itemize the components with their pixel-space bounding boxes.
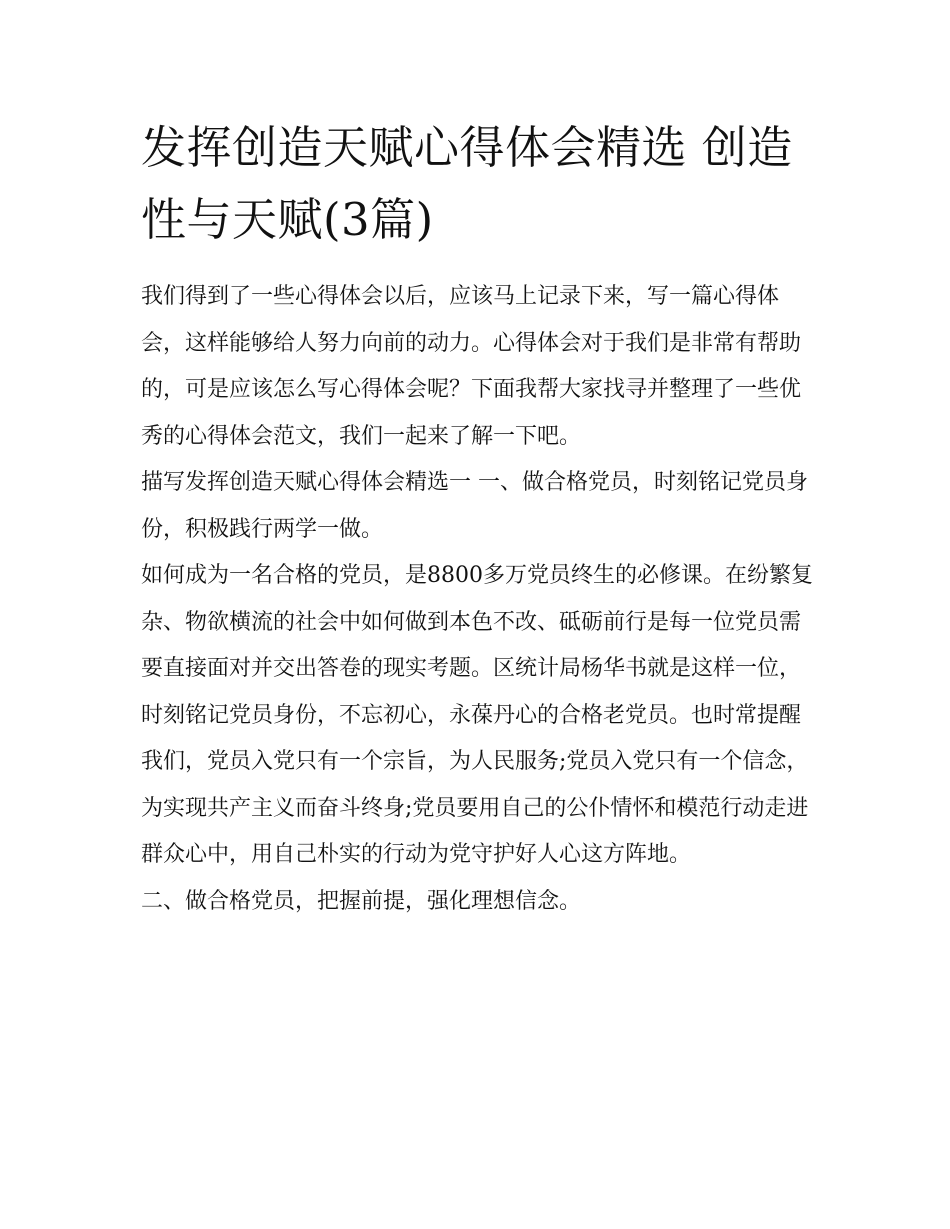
paragraph-party-member: 如何成为一名合格的党员，是8800多万党员终生的必修课。在纷繁复杂、物欲横流的社会中如何做到本色不改、砥砺前行是每一位党员需要直接面对并交出答卷的现实考题。区统计局杨华书就是这样一位，时刻铭记党员身份，不忘初心，永葆丹心的合格老党员。也时常提醒我们，党员入党只有一个宗旨，为人民服务;党员入党只有一个信念，为实现共产主义而奋斗终身;党员要用自己的公仆情怀和模范行动走进群众心中，用自己朴实的行动为党守护好人心这方阵地。 bbox=[141, 563, 813, 867]
paragraph-section-two: 二、做合格党员，把握前提，强化理想信念。 bbox=[141, 888, 582, 914]
document-title: 发挥创造天赋心得体会精选 创造性与天赋(3篇) bbox=[141, 121, 793, 246]
paragraph-intro: 我们得到了一些心得体会以后，应该马上记录下来，写一篇心得体会，这样能够给人努力向前的动力。心得体会对于我们是非常有帮助的，可是应该怎么写心得体会呢？下面我帮大家找寻并整理了一些优秀的心得体会范文，我们一起来了解一下吧。 bbox=[141, 284, 802, 449]
paragraph-section-one: 描写发挥创造天赋心得体会精选一 一、做合格党员，时刻铭记党员身份，积极践行两学一做。 bbox=[141, 470, 808, 542]
document-body bbox=[141, 112, 816, 925]
